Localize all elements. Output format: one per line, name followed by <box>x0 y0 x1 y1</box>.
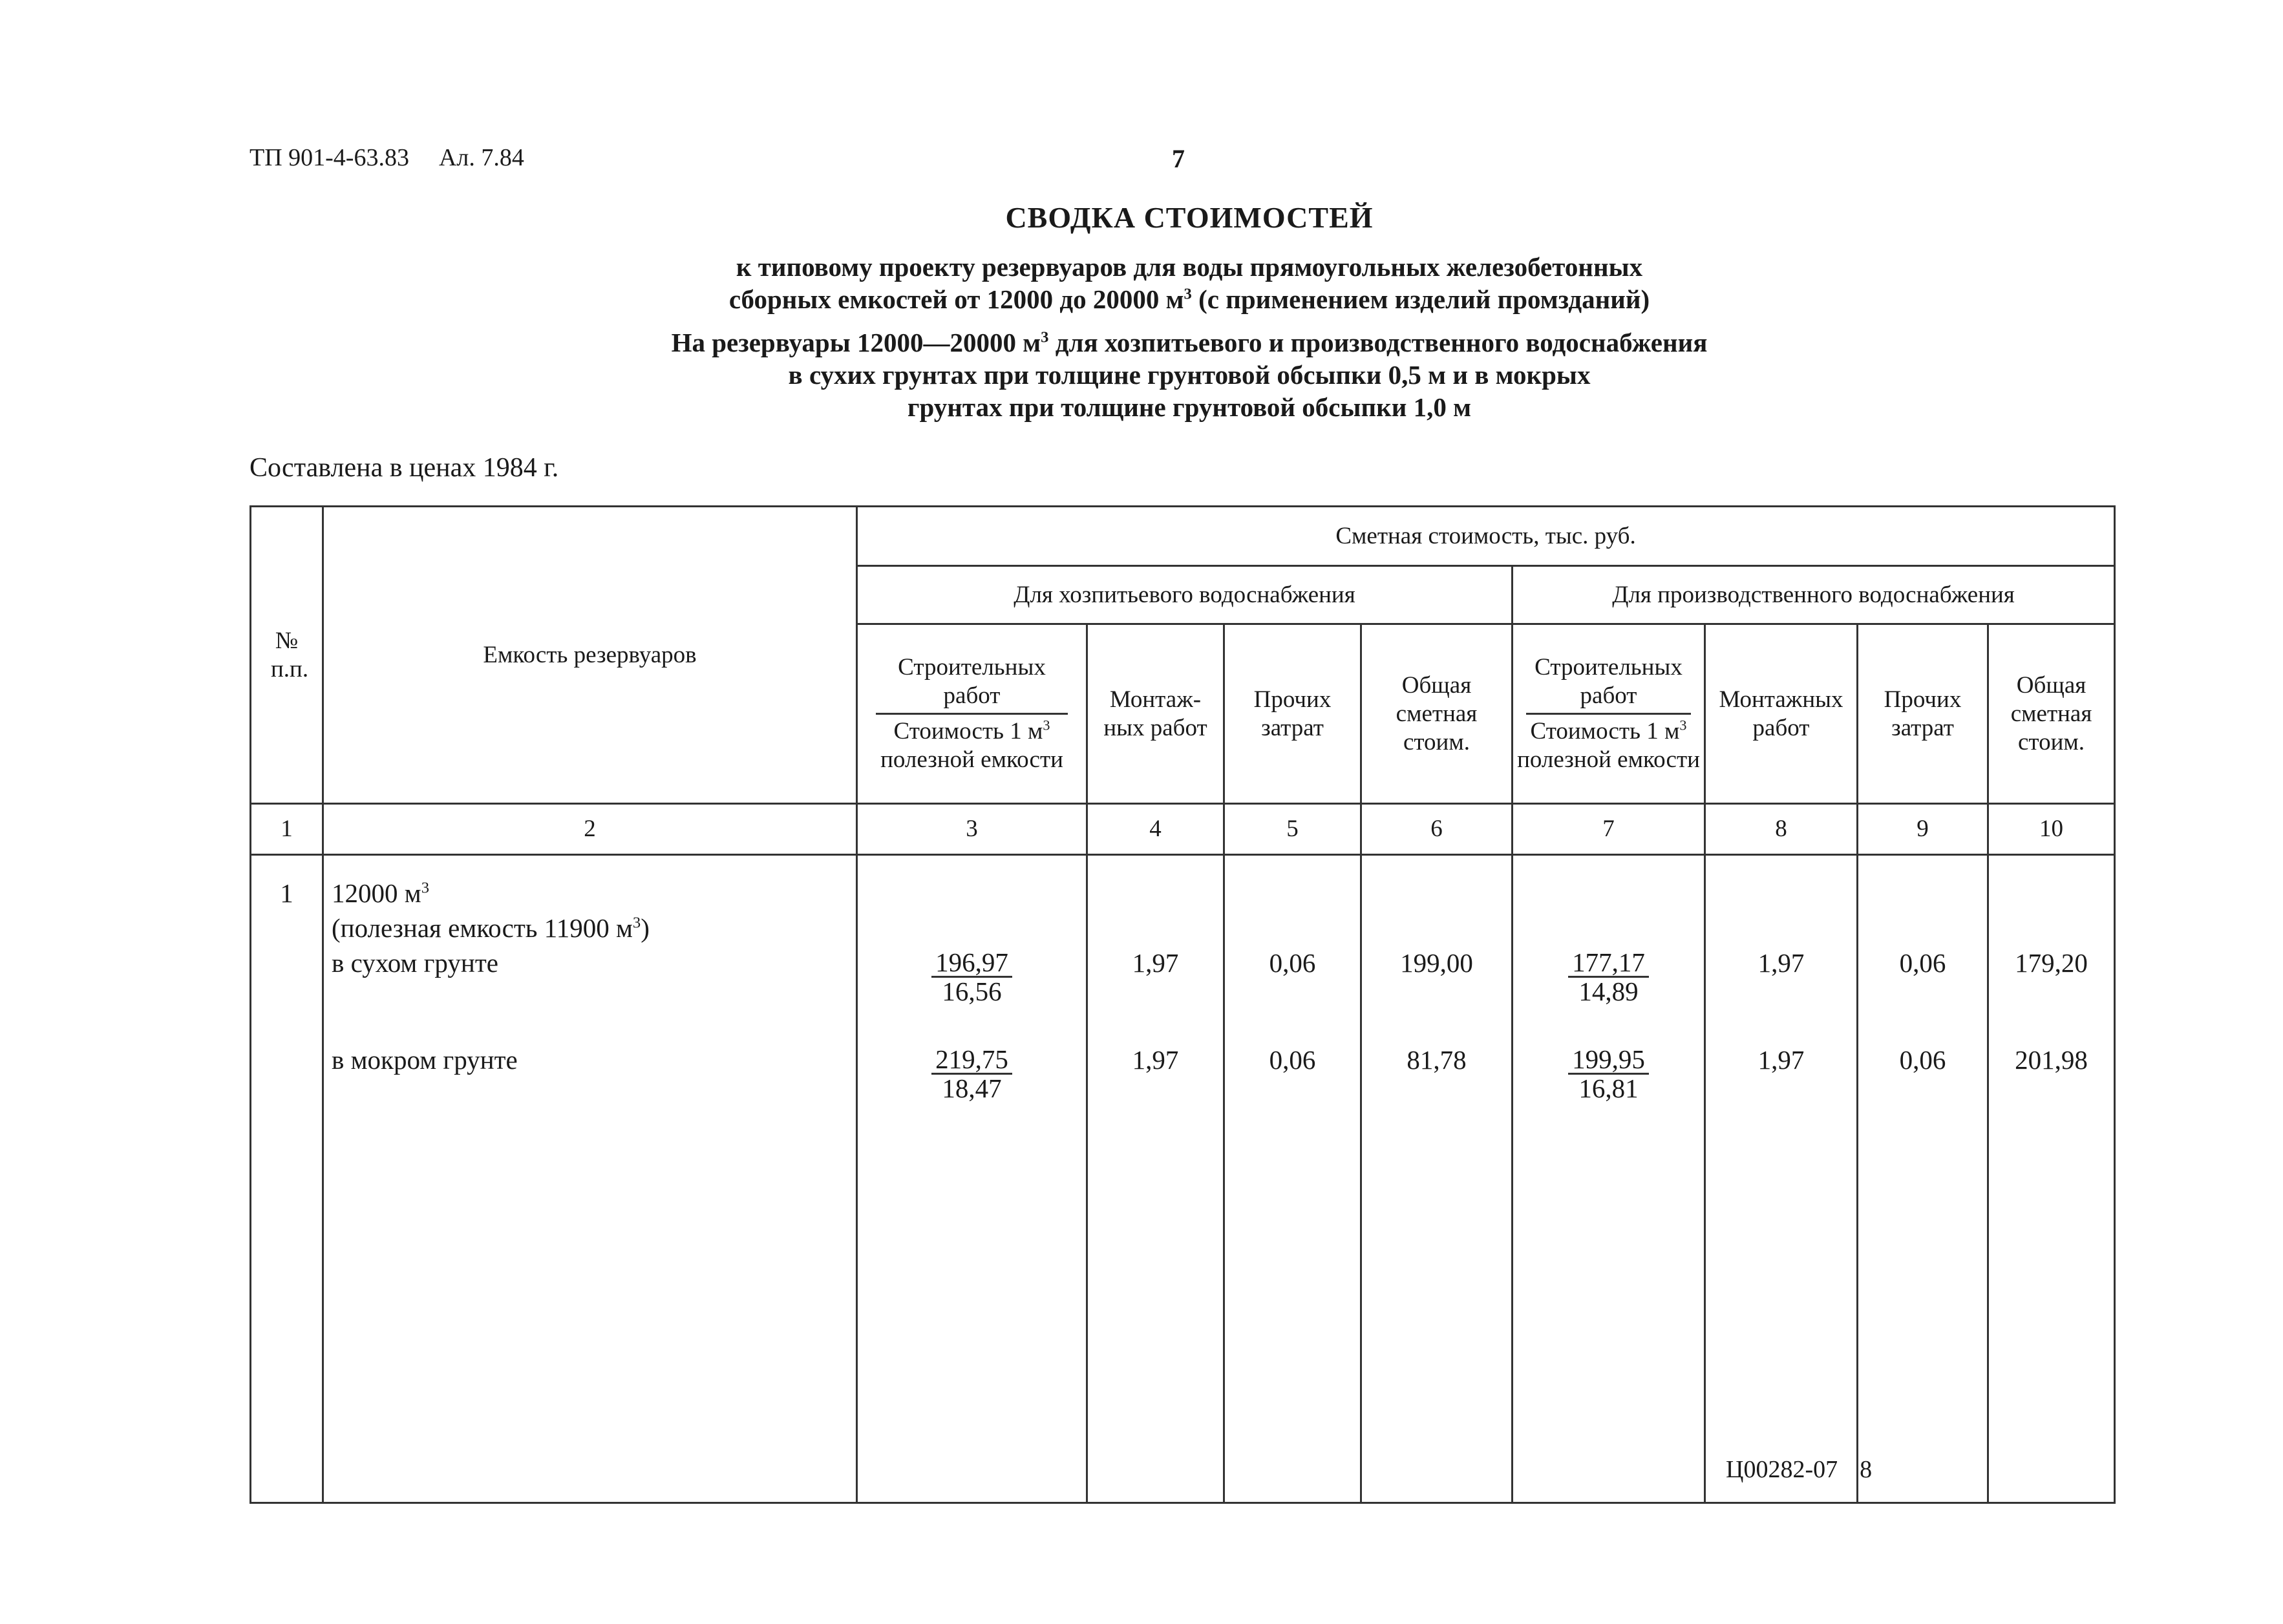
col-num: 10 <box>1988 804 2115 855</box>
col-num: 8 <box>1705 804 1858 855</box>
column-number-row <box>251 804 2115 855</box>
header-other-drinking: Прочих затрат <box>1224 624 1361 804</box>
subtitle-line-4: в сухих грунтах при толщине грунтовой обсыпки 0,5 м и в мокрых <box>788 360 1591 390</box>
col5-values: 0,06 0,06 <box>1224 855 1361 1503</box>
col10-values: 179,20 201,98 <box>1988 855 2115 1503</box>
subtitle-line-1: к типовому проекту резервуаров для воды прямоугольных железобетонных <box>736 252 1643 282</box>
col-num: 4 <box>1087 804 1224 855</box>
header-install-industrial: Монтажных работ <box>1705 624 1858 804</box>
capacity-label: 12000 $м^3$ <box>332 878 429 908</box>
subtitle-line-2: сборных емкостей от 12000 до 20000 $м^3$ (с применением изделий промзданий) <box>728 284 1650 314</box>
useful-capacity-label: (полезная емкость 11900 $м^3$) <box>332 913 650 943</box>
col-num: 1 <box>251 804 323 855</box>
col7-values: $\frac{177,17}{14,89}$ $\frac{199,95}{16,81}$ <box>1513 855 1705 1503</box>
footer-doc-code: Ц00282-07 <box>1726 1456 1838 1483</box>
subtitle-block-1 <box>0 251 2283 315</box>
header-industrial-group: Для производственного водоснабжения <box>1513 566 2115 624</box>
col-num: 5 <box>1224 804 1361 855</box>
header-drinking-group: Для хозпитьевого водоснабжения <box>857 566 1513 624</box>
col-num: 3 <box>857 804 1087 855</box>
doc-code: ТП 901-4-63.83 <box>250 144 409 171</box>
page-number: 7 <box>1172 144 1185 173</box>
col8-values: 1,97 1,97 <box>1705 855 1858 1503</box>
header-no: № п.п. <box>251 507 323 804</box>
subtitle-line-5: грунтах при толщине грунтовой обсыпки 1,0 м <box>907 392 1472 422</box>
footer-sheet: 8 <box>1860 1456 1873 1483</box>
header-install-drinking: Монтаж-ных работ <box>1087 624 1224 804</box>
row-capacity <box>323 855 857 1503</box>
col9-values: 0,06 0,06 <box>1858 855 1988 1503</box>
dry-soil-label: в сухом грунте <box>332 948 498 978</box>
col4-values: 1,97 1,97 <box>1087 855 1224 1503</box>
document-code <box>250 143 554 172</box>
album-code: Ал. 7.84 <box>438 144 524 171</box>
wet-soil-label: в мокром грунте <box>332 1045 518 1075</box>
header-constr-industrial: Строительных работ Стоимость 1 $м^3$ полезной емкости <box>1513 624 1705 804</box>
col-num: 2 <box>323 804 857 855</box>
row-no: 1 <box>251 855 323 1503</box>
footer-code <box>1726 1455 1872 1484</box>
col3-values: $\frac{196,97}{16,56}$ $\frac{219,75}{18,47}$ <box>857 855 1087 1503</box>
header-total-industrial: Общая сметная стоим. <box>1988 624 2115 804</box>
col-num: 7 <box>1513 804 1705 855</box>
header-other-industrial: Прочих затрат <box>1858 624 1988 804</box>
col-num: 9 <box>1858 804 1988 855</box>
header-cost-group: Сметная стоимость, тыс. руб. <box>857 507 2115 566</box>
header-constr-drinking: Строительных работ Стоимость 1 $м^3$ полезной емкости <box>857 624 1087 804</box>
subtitle-block-2 <box>0 326 2283 423</box>
subtitle-line-3: На резервуары 12000—20000 $м^3$ для хозпитьевого и производственного водоснабжения <box>671 328 1708 357</box>
header-capacity: Емкость резервуаров <box>323 507 857 804</box>
prices-note: Составлена в ценах 1984 г. <box>250 453 559 483</box>
col6-values: 199,00 81,78 <box>1361 855 1513 1503</box>
header-total-drinking: Общая сметная стоим. <box>1361 624 1513 804</box>
col-num: 6 <box>1361 804 1513 855</box>
table-row <box>251 855 2115 1503</box>
cost-summary-table <box>250 505 2116 1504</box>
page-title: СВОДКА СТОИМОСТЕЙ <box>1005 201 1374 234</box>
